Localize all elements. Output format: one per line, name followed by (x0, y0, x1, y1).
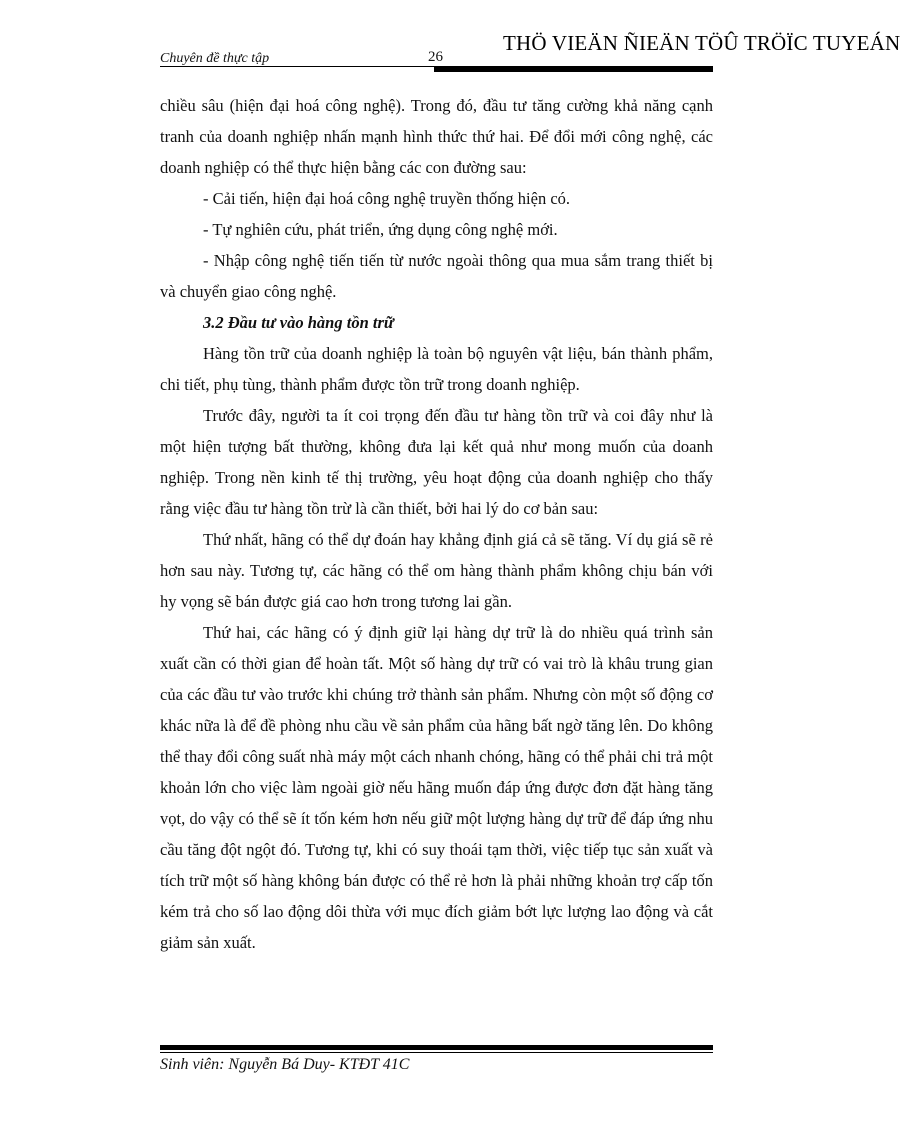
paragraph-intro: chiều sâu (hiện đại hoá công nghệ). Trong đó, đầu tư tăng cường khả năng cạnh tranh của doanh nghiệp nhấn mạnh hình thức thứ hai. Để đổi mới công nghệ, các doanh nghiệp có thể thực hiện bằng các con đường sau: (160, 96, 713, 177)
document-body (160, 90, 713, 958)
paragraph-background: Trước đây, người ta ít coi trọng đến đầu tư hàng tồn trữ và coi đây như là một hiện tượng bất thường, không đưa lại kết quả như mong muốn của doanh nghiệp. Trong nền kinh tế thị trường, yêu hoạt động của doanh nghiệp cho thấy rằng việc đầu tư hàng tồn trừ là cần thiết, bởi hai lý do cơ bản sau: (160, 406, 713, 518)
footer-divider (160, 1052, 713, 1053)
paragraph-reason-one: Thứ nhất, hãng có thể dự đoán hay khẳng định giá cả sẽ tăng. Ví dụ giá sẽ rẻ hơn sau này. Tương tự, các hãng có thể om hàng thành phẩm không chịu bán với hy vọng sẽ bán được giá cao hơn trong tương lai gần. (160, 530, 713, 611)
list-item-3: - Nhập công nghệ tiến tiến từ nước ngoài thông qua mua sắm trang thiết bị và chuyển giao công nghệ. (160, 251, 713, 301)
header-brand: THÖ VIEÄN ÑIEÄN TÖÛ TRÖÏC TUYEÁN (503, 31, 900, 55)
paragraph-definition: Hàng tồn trữ của doanh nghiệp là toàn bộ nguyên vật liệu, bán thành phẩm, chi tiết, phụ tùng, thành phẩm được tồn trữ trong doanh nghiệp. (160, 344, 713, 394)
list-item-1: - Cải tiến, hiện đại hoá công nghệ truyền thống hiện có. (203, 189, 571, 208)
page-number: 26 (428, 49, 443, 65)
footer-divider-thick (160, 1045, 713, 1050)
section-heading: 3.2 Đầu tư vào hàng tồn trữ (203, 313, 394, 332)
paragraph-reason-two: Thứ hai, các hãng có ý định giữ lại hàng dự trữ là do nhiều quá trình sản xuất cần có thời gian để hoàn tất. Một số hàng dự trữ có vai trò là khâu trung gian của các đầu tư vào trước khi chúng trở thành sản phẩm. Nhưng còn một số động cơ khác nữa là để đề phòng nhu cầu về sản phẩm của hãng bất ngờ tăng lên. Do không thể thay đổi công suất nhà máy một cách nhanh chóng, hãng có thể phải chi trả một khoản lớn cho việc làm ngoài giờ nếu hãng muốn đáp ứng được đơn đặt hàng tăng vọt, do vậy có thể sẽ ít tốn kém hơn nếu giữ một lượng hàng dự trữ để đáp ứng nhu cầu tăng đột ngột đó. Tương tự, khi có suy thoái tạm thời, việc tiếp tục sản xuất và tích trữ một số hàng không bán được có thể rẻ hơn là phải những khoản trợ cấp tốn kém trả cho số lao động dôi thừa với mục đích giảm bớt lực lượng lao động và cắt giảm sản xuất. (160, 623, 713, 952)
footer-author: Sinh viên: Nguyễn Bá Duy- KTĐT 41C (160, 1056, 410, 1073)
header-title: Chuyên đề thực tập (160, 51, 270, 66)
header-divider-thick (434, 67, 713, 72)
list-item-2: - Tự nghiên cứu, phát triển, ứng dụng công nghệ mới. (203, 220, 558, 239)
